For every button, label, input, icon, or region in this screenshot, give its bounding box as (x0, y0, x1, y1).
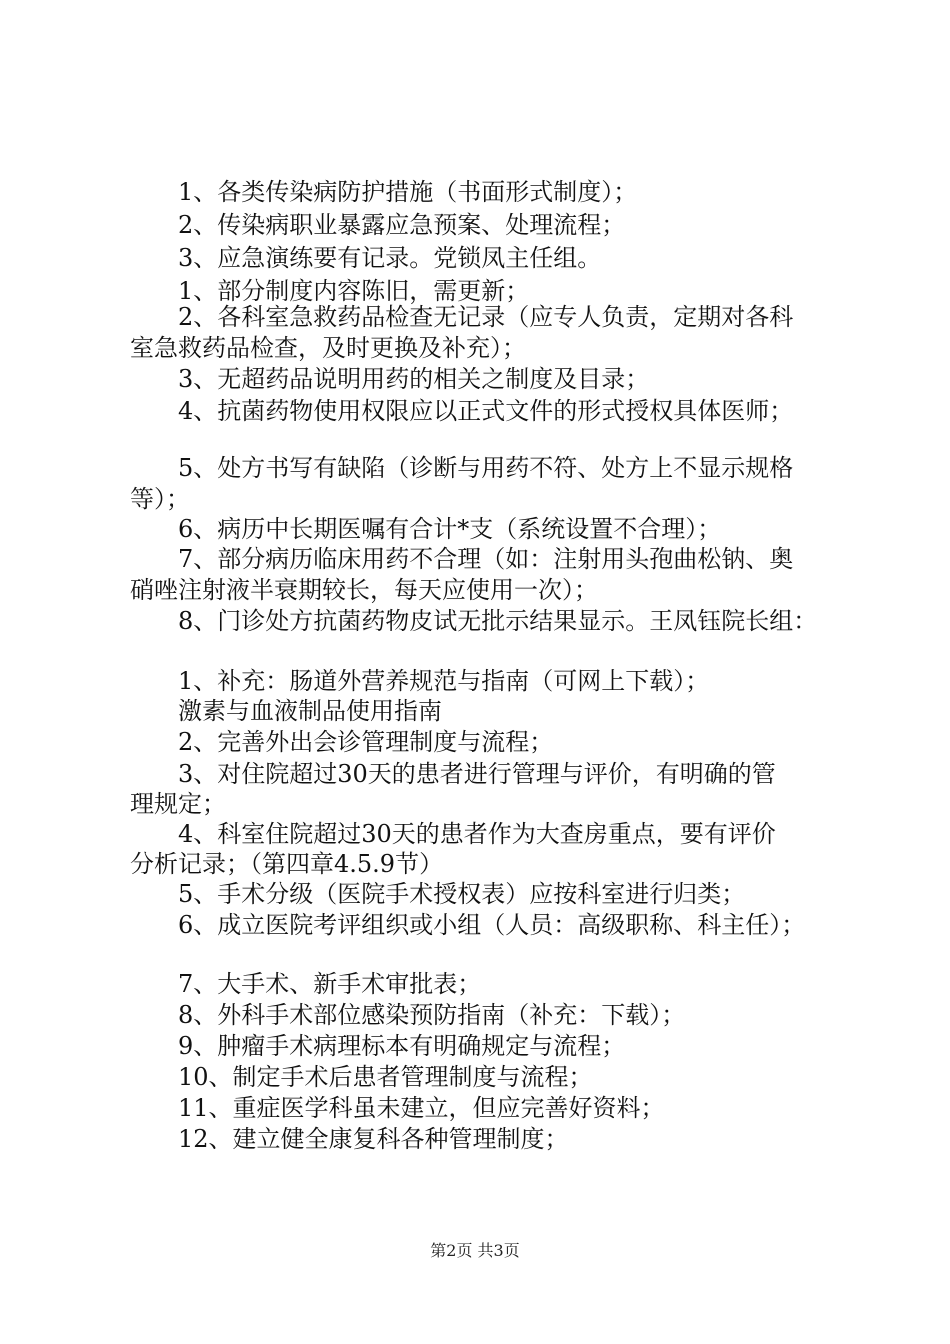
text-line: 3、无超药品说明用药的相关之制度及目录； (178, 365, 650, 393)
text-line: 硝唑注射液半衰期较长，每天应使用一次）； (130, 576, 598, 604)
text-line: 1、补充：肠道外营养规范与指南（可网上下载）； (178, 667, 710, 695)
text-line: 激素与血液制品使用指南 (178, 697, 442, 725)
page-footer: 第2页 共3页 (430, 1241, 520, 1260)
text-line: 10、制定手术后患者管理制度与流程； (178, 1063, 593, 1091)
text-line: 1、各类传染病防护措施（书面形式制度）； (178, 178, 638, 206)
text-line: 理规定； (130, 790, 226, 818)
text-line: 3、对住院超过30天的患者进行管理与评价，有明确的管 (178, 760, 776, 788)
text-line: 11、重症医学科虽未建立，但应完善好资料； (178, 1094, 665, 1122)
text-line: 12、建立健全康复科各种管理制度； (178, 1125, 569, 1153)
text-line: 2、传染病职业暴露应急预案、处理流程； (178, 211, 626, 239)
text-line: 4、抗菌药物使用权限应以正式文件的形式授权具体医师； (178, 397, 794, 425)
text-line: 室急救药品检查，及时更换及补充）； (130, 334, 526, 362)
text-line: 6、病历中长期医嘱有合计*支（系统设置不合理）； (178, 515, 722, 543)
text-line: 2、各科室急救药品检查无记录（应专人负责，定期对各科 (178, 303, 794, 331)
text-line: 5、处方书写有缺陷（诊断与用药不符、处方上不显示规格 (178, 454, 794, 482)
text-line: 4、科室住院超过30天的患者作为大查房重点，要有评价 (178, 820, 776, 848)
text-line: 7、部分病历临床用药不合理（如：注射用头孢曲松钠、奥 (178, 545, 794, 573)
text-line: 分析记录；（第四章4.5.9节） (130, 850, 444, 878)
text-line: 9、肿瘤手术病理标本有明确规定与流程； (178, 1032, 626, 1060)
text-line: 6、成立医院考评组织或小组（人员：高级职称、科主任）； (178, 911, 806, 939)
text-line: 7、大手术、新手术审批表； (178, 970, 482, 998)
text-line: 3、应急演练要有记录。党锁凤主任组。 (178, 244, 602, 272)
text-line: 5、手术分级（医院手术授权表）应按科室进行归类； (178, 880, 746, 908)
text-line: 8、门诊处方抗菌药物皮试无批示结果显示。王凤钰院长组： (178, 607, 818, 635)
text-line: 等）； (130, 485, 190, 513)
text-line: 1、部分制度内容陈旧，需更新； (178, 277, 530, 305)
text-line: 2、完善外出会诊管理制度与流程； (178, 728, 554, 756)
text-line: 8、外科手术部位感染预防指南（补充：下载）； (178, 1001, 686, 1029)
